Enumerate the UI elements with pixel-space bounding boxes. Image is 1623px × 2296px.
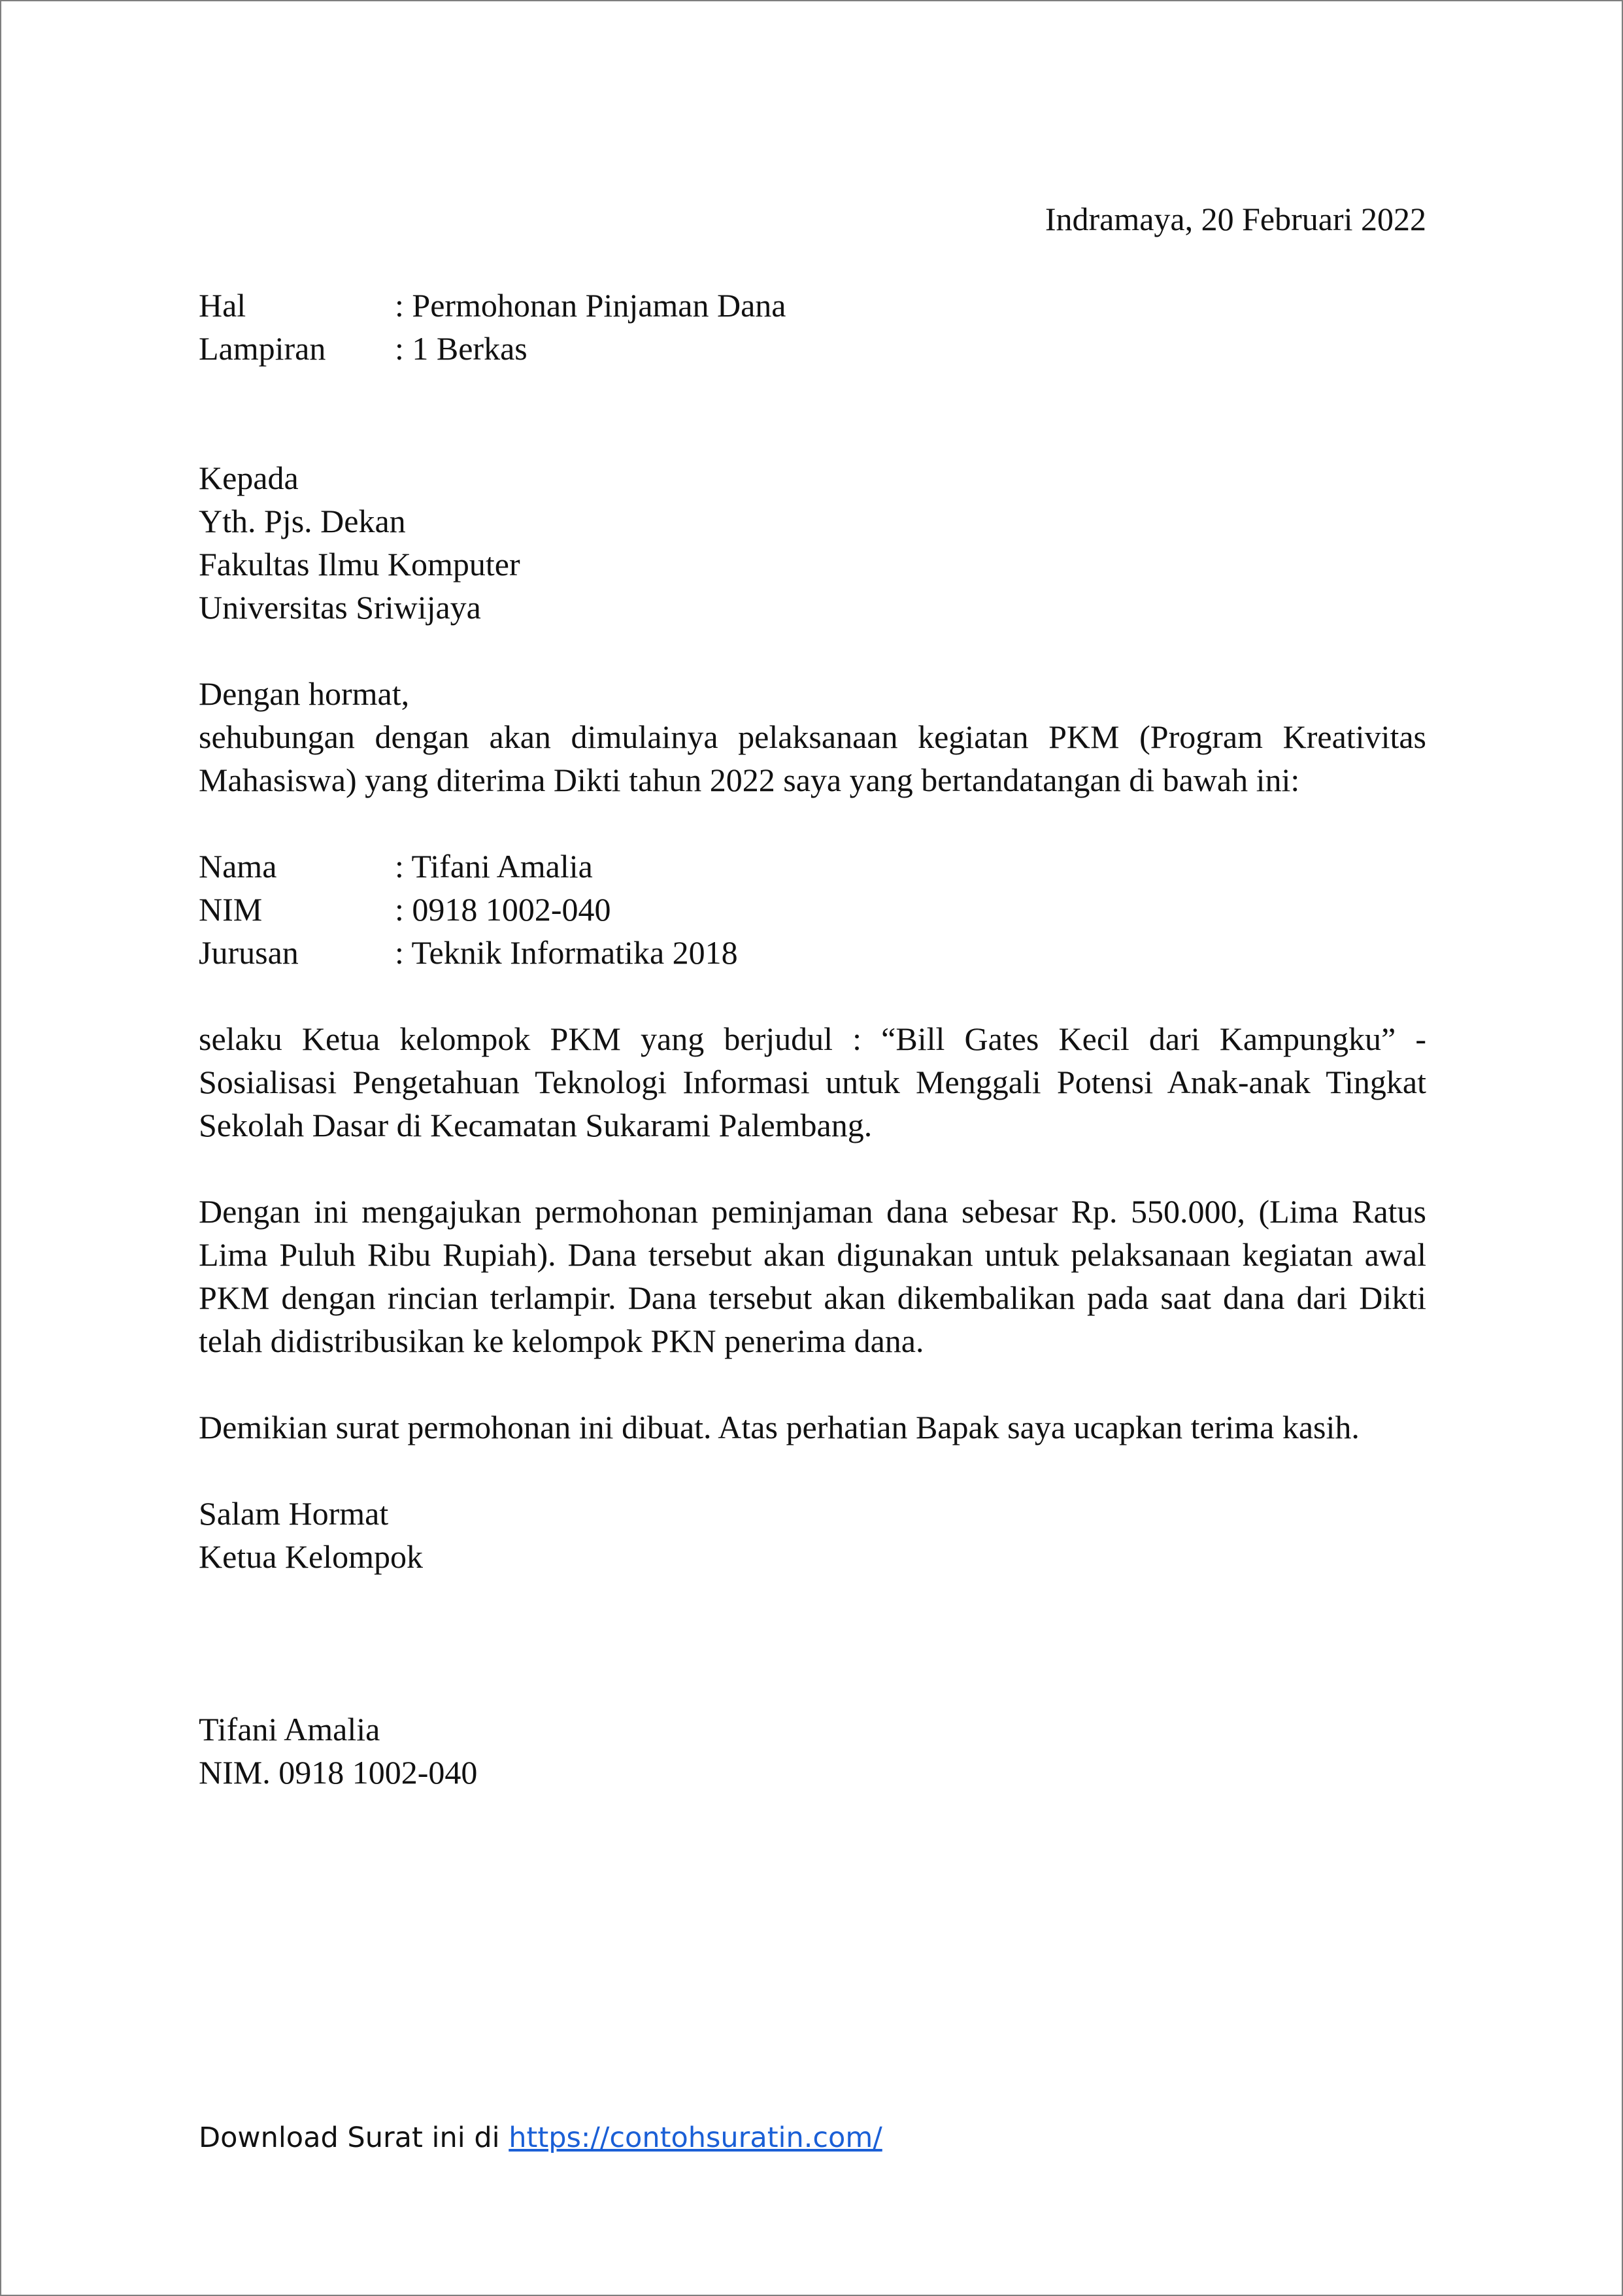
identity-value: : Tifani Amalia xyxy=(395,848,593,885)
identity-row-nim xyxy=(199,888,1426,931)
spacer xyxy=(199,1362,1426,1406)
intro-paragraph: sehubungan dengan akan dimulainya pelaksanaan kegiatan PKM (Program Kreativitas Mahasiswa) yang diterima Dikti tahun 2022 saya yang bertandatangan di bawah ini: xyxy=(199,718,1426,798)
identity-row-name xyxy=(199,845,1426,888)
recipient-block xyxy=(199,456,1426,629)
spacer xyxy=(199,974,1426,1017)
identity-block xyxy=(199,845,1426,974)
identity-value: : 0918 1002-040 xyxy=(395,891,611,928)
request-paragraph: Dengan ini mengajukan permohonan peminjaman dana sebesar Rp. 550.000, (Lima Ratus Lima Puluh Ribu Rupiah). Dana tersebut akan digunakan untuk pelaksanaan kegiatan awal PKM dengan rincian terlampir. Dana tersebut akan dikembalikan pada saat dana dari Dikti telah didistribusikan ke kelompok PKN penerima dana. xyxy=(199,1193,1426,1359)
recipient-line: Kepada xyxy=(199,460,299,496)
spacer xyxy=(199,370,1426,456)
spacer xyxy=(199,629,1426,672)
recipient-line: Universitas Sriwijaya xyxy=(199,589,481,626)
spacer xyxy=(199,1147,1426,1190)
subject-label: Hal xyxy=(199,287,246,324)
identity-label: NIM xyxy=(199,891,263,928)
signature-space xyxy=(199,1578,1426,1708)
greeting: Dengan hormat, xyxy=(199,675,410,712)
footer-text: Download Surat ini di xyxy=(199,2121,509,2154)
attachment-row xyxy=(199,327,1426,370)
closing-paragraph: Demikian surat permohonan ini dibuat. Atas perhatian Bapak saya ucapkan terima kasih. xyxy=(199,1409,1360,1445)
recipient-line: Yth. Pjs. Dekan xyxy=(199,503,406,539)
signer-name: Tifani Amalia xyxy=(199,1711,380,1747)
identity-row-department xyxy=(199,931,1426,974)
recipient-line: Fakultas Ilmu Komputer xyxy=(199,546,520,582)
spacer xyxy=(199,802,1426,845)
download-footer xyxy=(199,2118,882,2157)
attachment-label: Lampiran xyxy=(199,330,326,367)
sign-off-line: Ketua Kelompok xyxy=(199,1538,423,1575)
sign-off-block xyxy=(199,1492,1426,1578)
download-link[interactable]: https://contohsuratin.com/ xyxy=(509,2121,882,2154)
subject-row xyxy=(199,284,1426,327)
sign-off-line: Salam Hormat xyxy=(199,1495,389,1532)
place-date: Indramaya, 20 Februari 2022 xyxy=(1045,201,1426,237)
signer-block xyxy=(199,1708,1426,1794)
subject-value: : Permohonan Pinjaman Dana xyxy=(395,287,786,324)
spacer xyxy=(199,241,1426,284)
role-paragraph: selaku Ketua kelompok PKM yang berjudul : “Bill Gates Kecil dari Kampungku” - Sosialisasi Pengetahuan Teknologi Informasi untuk Menggali Potensi Anak-anak Tingkat Sekolah Dasar di Kecamatan Sukarami Palembang. xyxy=(199,1021,1426,1143)
attachment-value: : 1 Berkas xyxy=(395,330,527,367)
identity-label: Jurusan xyxy=(199,934,299,971)
identity-label: Nama xyxy=(199,848,277,885)
spacer xyxy=(199,1449,1426,1492)
letter-body xyxy=(199,197,1426,1794)
signer-nim: NIM. 0918 1002-040 xyxy=(199,1754,478,1791)
identity-value: : Teknik Informatika 2018 xyxy=(395,934,738,971)
